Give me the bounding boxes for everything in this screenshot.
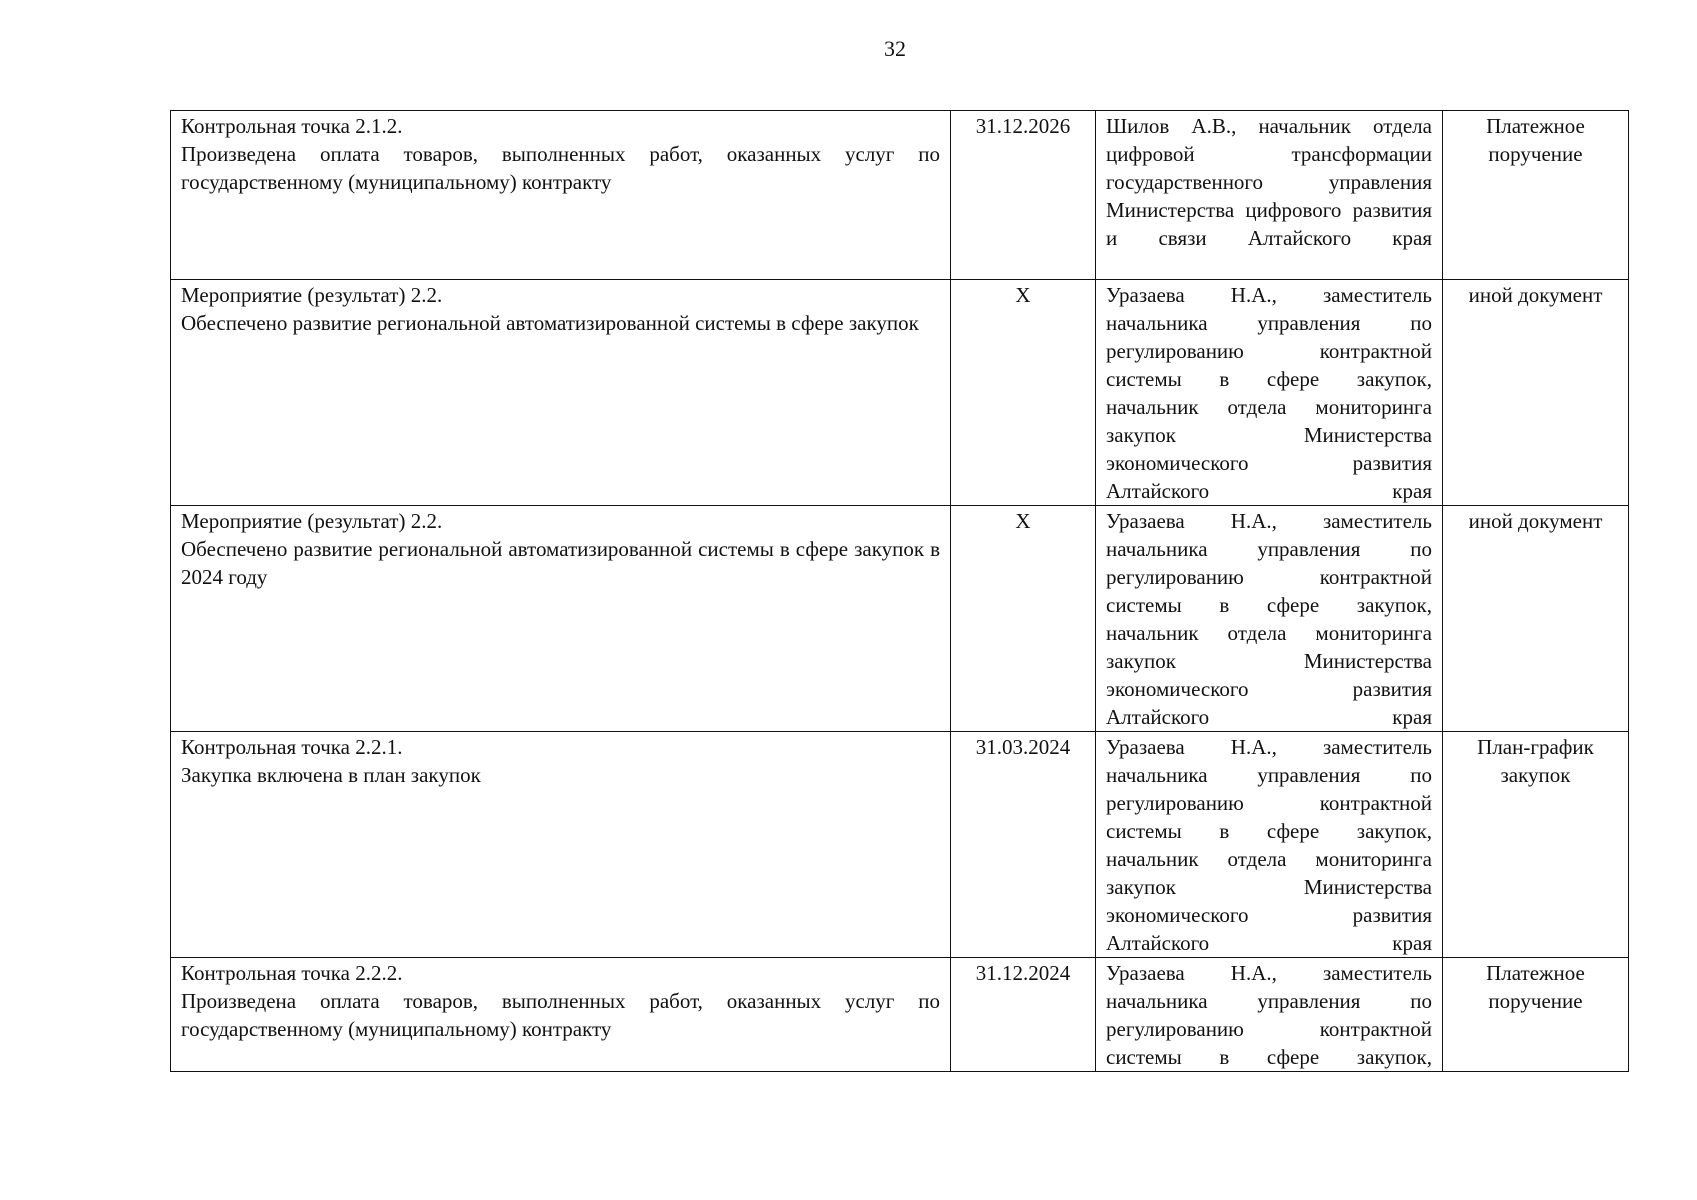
deadline-cell: X — [951, 506, 1096, 732]
table-row — [171, 506, 1629, 732]
table-row — [171, 732, 1629, 958]
item-title: Контрольная точка 2.2.2. — [181, 961, 403, 985]
item-cell — [171, 958, 951, 1072]
table-row — [171, 958, 1629, 1072]
document-type-cell: План-график закупок — [1443, 732, 1629, 958]
item-cell — [171, 280, 951, 506]
table-row — [171, 280, 1629, 506]
item-title: Контрольная точка 2.2.1. — [181, 735, 403, 759]
plan-table — [170, 110, 1629, 1072]
table-row — [171, 111, 1629, 280]
item-description: Произведена оплата товаров, выполненных работ, оказанных услуг по государственному (муниципальному) контракту — [181, 989, 940, 1041]
item-description: Закупка включена в план закупок — [181, 763, 481, 787]
item-description: Обеспечено развитие региональной автоматизированной системы в сфере закупок в 2024 году — [181, 537, 940, 589]
responsible-cell: Уразаева Н.А., заместитель начальника управления по регулированию контрактной системы в сфере закупок, начальник отдела мониторинга закупок Министерства экономического развития Алтайского края — [1096, 506, 1443, 732]
item-title: Мероприятие (результат) 2.2. — [181, 283, 443, 307]
item-cell — [171, 111, 951, 280]
page-number: 32 — [884, 36, 906, 61]
document-type-cell: иной документ — [1443, 506, 1629, 732]
document-type-cell: Платежное поручение — [1443, 958, 1629, 1072]
item-title: Мероприятие (результат) 2.2. — [181, 509, 443, 533]
deadline-cell: 31.12.2024 — [951, 958, 1096, 1072]
responsible-cell: Уразаева Н.А., заместитель начальника управления по регулированию контрактной системы в сфере закупок, начальник отдела мониторинга закупок Министерства экономического развития Алтайского края — [1096, 280, 1443, 506]
deadline-cell: X — [951, 280, 1096, 506]
document-type-cell: Платежное поручение — [1443, 111, 1629, 280]
responsible-cell: Уразаева Н.А., заместитель начальника управления по регулированию контрактной системы в сфере закупок, — [1096, 958, 1443, 1072]
item-title: Контрольная точка 2.1.2. — [181, 114, 403, 138]
deadline-cell: 31.12.2026 — [951, 111, 1096, 280]
document-type-cell: иной документ — [1443, 280, 1629, 506]
item-cell — [171, 732, 951, 958]
item-description: Произведена оплата товаров, выполненных работ, оказанных услуг по государственному (муниципальному) контракту — [181, 142, 940, 194]
responsible-cell: Шилов А.В., начальник отдела цифровой трансформации государственного управления Министерства цифрового развития и связи Алтайского края — [1096, 111, 1443, 280]
responsible-cell: Уразаева Н.А., заместитель начальника управления по регулированию контрактной системы в сфере закупок, начальник отдела мониторинга закупок Министерства экономического развития Алтайского края — [1096, 732, 1443, 958]
item-description: Обеспечено развитие региональной автоматизированной системы в сфере закупок — [181, 311, 919, 335]
item-cell — [171, 506, 951, 732]
deadline-cell: 31.03.2024 — [951, 732, 1096, 958]
